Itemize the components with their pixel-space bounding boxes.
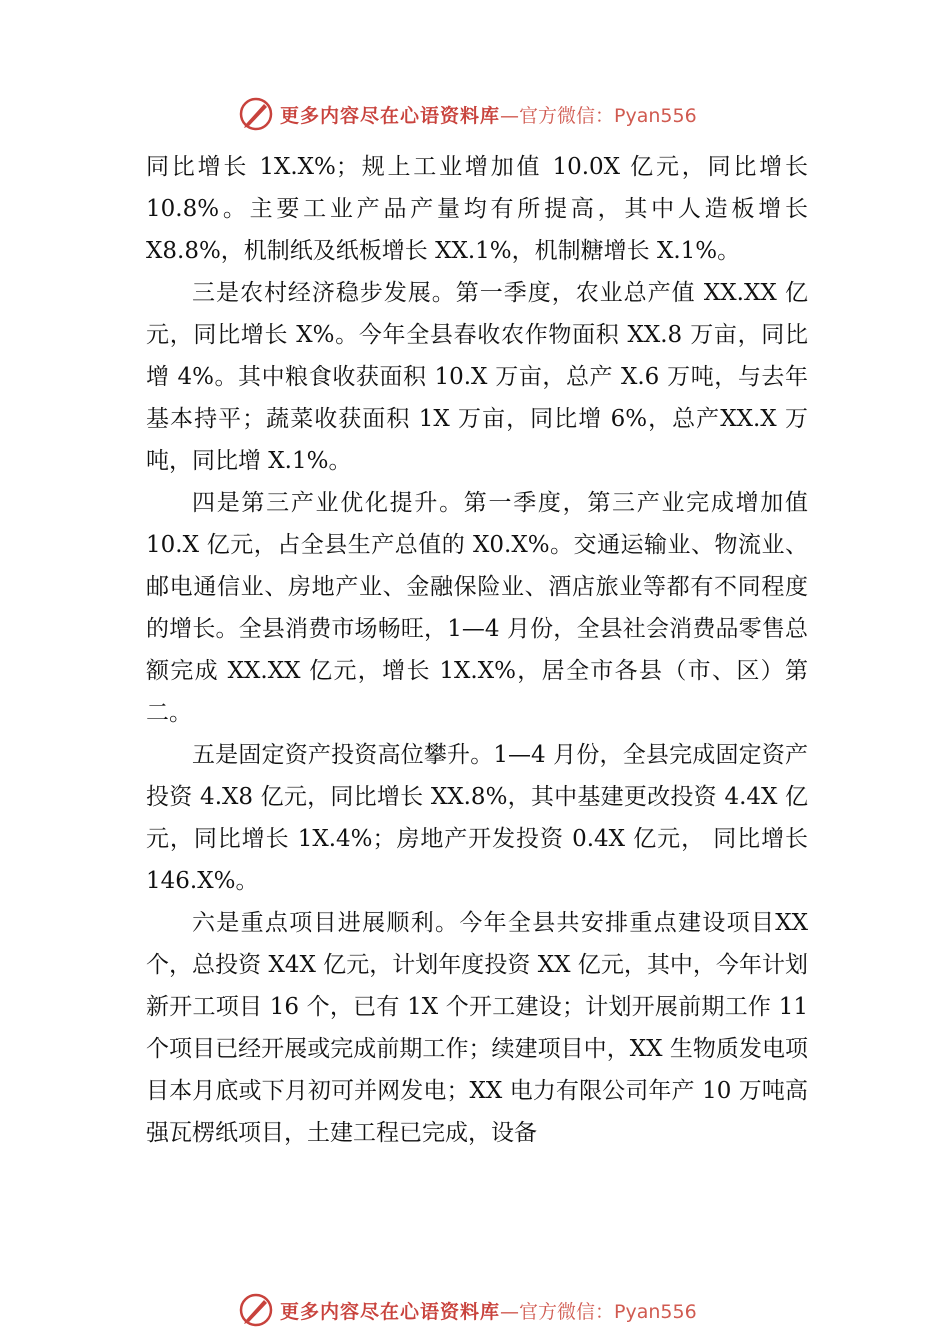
banner-title: 更多内容尽在心语资料库 — [280, 104, 501, 127]
footer-banner — [238, 1290, 738, 1330]
banner-title: 更多内容尽在心语资料库 — [280, 1300, 501, 1323]
pen-logo-icon — [238, 96, 274, 132]
paragraph: 三是农村经济稳步发展。第一季度，农业总产值 XX.XX 亿元，同比增长 X%。今年全县春收农作物面积 XX.8 万亩，同比增 4%。其中粮食收获面积 10.X 万亩，总产 X.6 万吨，与去年基本持平；蔬菜收获面积 1X 万亩，同比增 6%，总产XX.X 万吨，同比增 X.1%。 — [146, 280, 808, 474]
document-body — [146, 146, 808, 1154]
header-banner — [238, 94, 738, 134]
paragraph: 同比增长 1X.X%；规上工业增加值 10.0X 亿元，同比增长10.8%。主要工业产品产量均有所提高，其中人造板增长X8.8%，机制纸及纸板增长 XX.1%，机制糖增长 X.1%。 — [146, 154, 808, 264]
banner-contact: —官方微信：Pyan556 — [500, 104, 697, 127]
pen-logo-icon — [238, 1292, 274, 1328]
paragraph: 五是固定资产投资高位攀升。1—4 月份，全县完成固定资产投资 4.X8 亿元，同比增长 XX.8%，其中基建更改投资 4.4X 亿元，同比增长 1X.4%；房地产开发投资 0.4X 亿元， 同比增长 146.X%。 — [146, 742, 808, 894]
banner-contact: —官方微信：Pyan556 — [500, 1300, 697, 1323]
paragraph: 四是第三产业优化提升。第一季度，第三产业完成增加值 10.X 亿元，占全县生产总值的 X0.X%。交通运输业、物流业、邮电通信业、房地产业、金融保险业、酒店旅业等都有不同程度的增长。全县消费市场畅旺，1—4 月份，全县社会消费品零售总额完成 XX.XX 亿元，增长 1X.X%，居全市各县（市、区）第二。 — [146, 490, 808, 726]
paragraph: 六是重点项目进展顺利。今年全县共安排重点建设项目XX 个，总投资 X4X 亿元，计划年度投资 XX 亿元，其中，今年计划新开工项目 16 个，已有 1X 个开工建设；计划开展前期工作 11 个项目已经开展或完成前期工作；续建项目中，XX 生物质发电项目本月底或下月初可并网发电；XX 电力有限公司年产 10 万吨高强瓦楞纸项目，土建工程已完成，设备 — [146, 910, 808, 1146]
